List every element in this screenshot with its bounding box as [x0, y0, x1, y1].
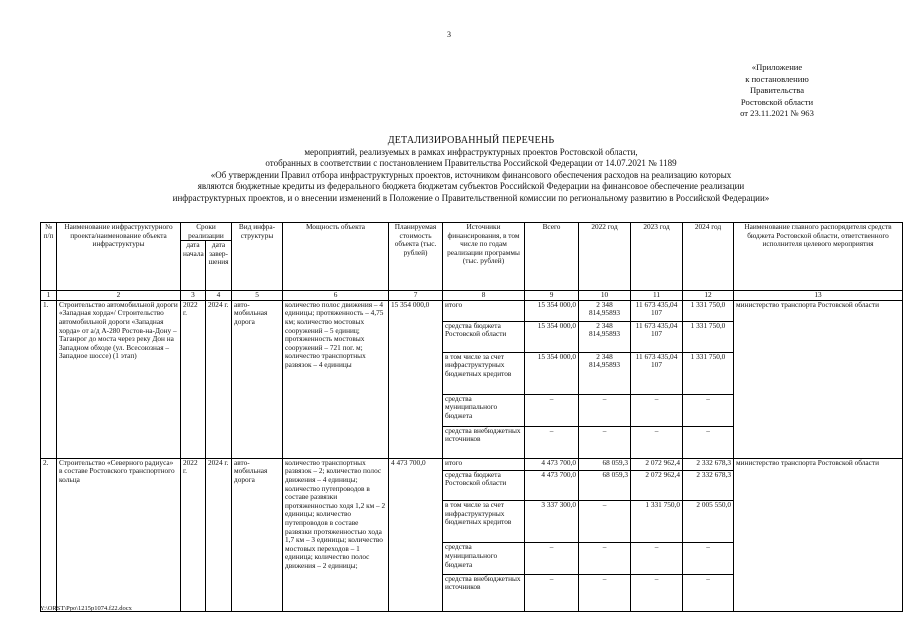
- fin-2022: 2 348 814,95893: [579, 300, 631, 321]
- fin-2022: –: [579, 501, 631, 543]
- header-admin: Наименование главного распорядителя средств бюджета Ростовской области, ответственного исполнителя целевого мероприятия: [734, 223, 903, 291]
- header-2023: 2023 год: [631, 223, 683, 291]
- header-total: Всего: [525, 223, 579, 291]
- fin-2024: 2 332 678,3: [683, 458, 734, 470]
- row-name-text: Строительство «Северного радиуса» в составе Ростовского транспортного кольца: [59, 458, 175, 484]
- fin-2023: 11 673 435,04 107: [631, 352, 683, 394]
- row-cost: 15 354 000,0: [389, 300, 443, 458]
- fin-total: 3 337 300,0: [525, 501, 579, 543]
- fin-total: –: [525, 426, 579, 458]
- appendix-line: Правительства: [749, 85, 805, 95]
- row-type: авто-мобильная дорога: [232, 300, 283, 458]
- column-numbers-row: [41, 291, 903, 301]
- fin-2022: –: [579, 543, 631, 574]
- header-type: Вид инфра-структуры: [232, 223, 283, 291]
- header-row: [41, 223, 903, 241]
- fin-source: средства внебюджетных источников: [443, 574, 525, 611]
- row-capacity: [283, 300, 389, 458]
- header-end: дата завер-шения: [206, 241, 232, 291]
- fin-source: средства внебюджетных источников: [443, 426, 525, 458]
- fin-2023: –: [631, 543, 683, 574]
- col-number: 1: [41, 291, 57, 301]
- heading-line: мероприятий, реализуемых в рамках инфраструктурных проектов Ростовской области,: [304, 146, 638, 157]
- fin-total: –: [525, 543, 579, 574]
- fin-2023: 11 673 435,04 107: [631, 300, 683, 321]
- fin-total: 4 473 700,0: [525, 470, 579, 500]
- fin-2024: 1 331 750,0: [683, 352, 734, 394]
- fin-2024: 1 331 750,0: [683, 321, 734, 352]
- document-heading: [40, 135, 902, 204]
- heading-line: отобранных в соответствии с постановлением Правительства Российской Федерации от 14.07.2021 № 1189: [265, 158, 677, 168]
- appendix-line: «Приложение: [751, 62, 803, 72]
- fin-total: 4 473 700,0: [525, 458, 579, 470]
- heading-line: инфраструктурных проектов, и о внесении изменений в Положение о Правительственной комиссии по региональному развитию в Российской Федерации»: [172, 192, 770, 203]
- fin-total: 15 354 000,0: [525, 300, 579, 321]
- table-row: [41, 458, 903, 470]
- fin-2023: 2 072 962,4: [631, 470, 683, 500]
- fin-2023: –: [631, 394, 683, 426]
- fin-2023: 2 072 962,4: [631, 458, 683, 470]
- header-capacity: Мощность объекта: [283, 223, 389, 291]
- fin-2024: 1 331 750,0: [683, 300, 734, 321]
- fin-source: итого: [443, 458, 525, 470]
- row-capacity-text: количество транспортных развязок – 2; количество полос движения – 4 единицы; количество путепроводов в составе развязки протяженностью ходя 1,2 км – 2 единицы; количество путепроводов в составе развязки протяженностью хода 1,7 км – 3 единицы; количество мостовых переходов – 1 единица; количество полос движения – 2 единицы;: [285, 458, 386, 570]
- projects-table: [40, 222, 903, 612]
- fin-2024: –: [683, 543, 734, 574]
- fin-source: итого: [443, 300, 525, 321]
- row-name: [57, 458, 181, 611]
- fin-2022: 68 059,3: [579, 458, 631, 470]
- row-start: 2022 г.: [181, 458, 206, 611]
- header-start: дата начала: [181, 241, 206, 291]
- fin-2023: 1 331 750,0: [631, 501, 683, 543]
- fin-2024: 2 005 550,0: [683, 501, 734, 543]
- appendix-line: от 23.11.2021 № 963: [740, 108, 814, 118]
- row-capacity: [283, 458, 389, 611]
- heading-line: являются бюджетные кредиты из федерального бюджета бюджетам субъектов Российской Федерации на финансовое обеспечение реализации: [197, 181, 745, 191]
- fin-2022: 68 059,3: [579, 470, 631, 500]
- fin-2022: –: [579, 426, 631, 458]
- fin-source: в том числе за счет инфраструктурных бюджетных кредитов: [443, 501, 525, 543]
- col-number: 2: [57, 291, 181, 301]
- col-number: 3: [181, 291, 206, 301]
- fin-2022: –: [579, 394, 631, 426]
- fin-source: средства муниципального бюджета: [443, 394, 525, 426]
- col-number: 4: [206, 291, 232, 301]
- fin-2023: –: [631, 574, 683, 611]
- appendix-line: Ростовской области: [740, 96, 814, 107]
- fin-2024: –: [683, 394, 734, 426]
- row-admin: министерство транспорта Ростовской области: [734, 458, 903, 611]
- header-2024: 2024 год: [683, 223, 734, 291]
- header-terms: Сроки реализации: [181, 223, 232, 241]
- row-capacity-text: количество полос движения – 4 единицы; протяженность – 4,75 км; количество мостовых сооружений – 5 единиц; протяженность мостовых сооружений – 721 пог. м; количество транспортных развязок – 4 единицы: [285, 300, 384, 369]
- fin-total: –: [525, 574, 579, 611]
- header-name: Наименование инфраструктурного проекта/наименование объекта инфраструктуры: [57, 223, 181, 291]
- fin-2022: 2 348 814,95893: [579, 352, 631, 394]
- fin-source: средства бюджета Ростовской области: [443, 321, 525, 352]
- col-number: 10: [579, 291, 631, 301]
- page-number: 3: [447, 30, 451, 39]
- row-cost: 4 473 700,0: [389, 458, 443, 611]
- row-end: 2024 г.: [206, 458, 232, 611]
- col-number: 13: [734, 291, 903, 301]
- row-start: 2022 г.: [181, 300, 206, 458]
- fin-2024: 2 332 678,3: [683, 470, 734, 500]
- fin-source: средства муниципального бюджета: [443, 543, 525, 574]
- fin-2022: –: [579, 574, 631, 611]
- fin-total: 15 354 000,0: [525, 352, 579, 394]
- header-sources: Источники финансирования, в том числе по годам реализации программы (тыс. рублей): [443, 223, 525, 291]
- col-number: 9: [525, 291, 579, 301]
- row-end: 2024 г.: [206, 300, 232, 458]
- fin-total: –: [525, 394, 579, 426]
- col-number: 6: [283, 291, 389, 301]
- row-name: [57, 300, 181, 458]
- row-name-text: Строительство автомобильной дороги «Западная хорда»/ Строительство автомобильной дороги «Западная хорда» от а/д А-280 Ростов-на-Дону – Таганрог до моста через реку Дон на Западном обходе (ул. Всесоюзная – Западное шоссе) (1 этап): [59, 300, 178, 361]
- appendix-line: к постановлению: [745, 73, 809, 84]
- heading-line: «Об утверждении Правил отбора инфраструктурных проектов, источником финансового обеспечения расходов на реализацию которых: [210, 169, 732, 180]
- col-number: 8: [443, 291, 525, 301]
- fin-total: 15 354 000,0: [525, 321, 579, 352]
- fin-2024: –: [683, 426, 734, 458]
- col-number: 5: [232, 291, 283, 301]
- fin-source: средства бюджета Ростовской области: [443, 470, 525, 500]
- row-admin: министерство транспорта Ростовской области: [734, 300, 903, 458]
- header-2022: 2022 год: [579, 223, 631, 291]
- col-number: 12: [683, 291, 734, 301]
- header-num: № п/п: [41, 223, 57, 291]
- row-type: авто-мобильная дорога: [232, 458, 283, 611]
- row-num: 2.: [41, 458, 57, 611]
- row-num: 1.: [41, 300, 57, 458]
- table-row: [41, 300, 903, 321]
- fin-source: в том числе за счет инфраструктурных бюджетных кредитов: [443, 352, 525, 394]
- col-number: 11: [631, 291, 683, 301]
- fin-2022: 2 348 814,95893: [579, 321, 631, 352]
- footer-filepath: Y:\ORST\Ppo\1215p1074.f22.docx: [40, 605, 132, 612]
- header-cost: Планируемая стоимость объекта (тыс. рублей): [389, 223, 443, 291]
- fin-2024: –: [683, 574, 734, 611]
- fin-2023: –: [631, 426, 683, 458]
- col-number: 7: [389, 291, 443, 301]
- appendix-block: [702, 62, 852, 120]
- document-title: ДЕТАЛИЗИРОВАННЫЙ ПЕРЕЧЕНЬ: [387, 135, 555, 146]
- fin-2023: 11 673 435,04 107: [631, 321, 683, 352]
